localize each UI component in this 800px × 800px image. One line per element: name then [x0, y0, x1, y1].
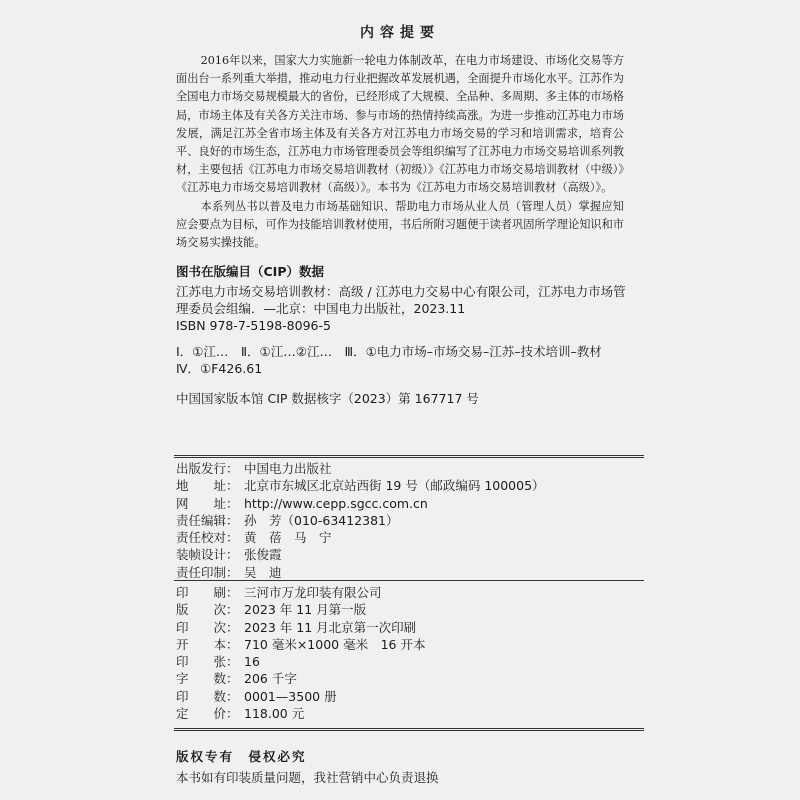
divider-middle [174, 580, 644, 581]
divider-top [174, 455, 644, 458]
row-label: 开 本： [176, 636, 239, 652]
rights-reserved: 版权专有 侵权必究 [176, 749, 307, 764]
row-value: 黄 蓓 马 宁 [244, 530, 332, 546]
print-row [176, 601, 646, 618]
row-value: 16 [244, 654, 260, 670]
publisher-row [176, 529, 646, 546]
publisher-row [176, 512, 646, 529]
publisher-info [176, 460, 646, 581]
summary-text [176, 52, 624, 252]
summary-paragraph-2: 本系列丛书以普及电力市场基础知识、帮助电力市场从业人员（管理人员）掌握应知应会要点为目标，可作为技能培训教材使用，书后所附习题便于读者巩固所学理论知识和市场交易实操技能。 [176, 199, 624, 250]
print-row [176, 705, 646, 722]
row-value: 0001—3500 册 [244, 688, 337, 704]
row-label: 字 数： [176, 671, 239, 687]
row-label: 网 址： [176, 495, 239, 511]
publisher-row [176, 564, 646, 581]
row-value: 三河市万龙印装有限公司 [244, 585, 382, 600]
quality-notice: 本书如有印装质量问题，我社营销中心负责退换 [176, 770, 439, 785]
row-value: http://www.cepp.sgcc.com.cn [244, 495, 428, 511]
row-label: 责任编辑： [176, 512, 239, 528]
row-label: 地 址： [176, 478, 239, 494]
cip-heading: 图书在版编目（CIP）数据 [176, 264, 324, 279]
row-value: 710 毫米×1000 毫米 16 开本 [244, 636, 426, 652]
cip-check-number: 中国国家版本馆 CIP 数据核字（2023）第 167717 号 [176, 390, 479, 406]
row-value: 张俊霞 [244, 547, 282, 563]
publisher-row [176, 495, 646, 512]
divider-bottom [174, 728, 644, 731]
row-label: 印 张： [176, 654, 239, 670]
cip-isbn: ISBN 978-7-5198-8096-5 [176, 317, 331, 333]
row-label: 责任印制： [176, 564, 239, 580]
row-value: 北京市东城区北京站西街 19 号（邮政编码 100005） [244, 478, 545, 494]
print-row [176, 670, 646, 687]
cip-record: 江苏电力市场交易培训教材：高级 / 江苏电力交易中心有限公司，江苏电力市场管理委员会组编．—北京：中国电力出版社，2023.11 [176, 284, 626, 316]
publisher-row [176, 460, 646, 477]
row-value: 118.00 元 [244, 706, 305, 722]
cip-classification: Ⅰ．①江… Ⅱ．①江…②江… Ⅲ．①电力市场–市场交易–江苏–技术培训–教材 Ⅳ．①F426.61 [176, 344, 615, 377]
print-row [176, 636, 646, 653]
print-info [176, 584, 646, 722]
row-value: 206 千字 [244, 671, 297, 687]
row-label: 印 次： [176, 619, 239, 635]
row-value: 吴 迪 [244, 564, 282, 580]
row-label: 责任校对： [176, 530, 239, 546]
summary-title: 内容提要 [360, 25, 440, 41]
print-row [176, 584, 646, 601]
publisher-row [176, 477, 646, 494]
row-value: 中国电力出版社 [244, 461, 332, 476]
print-row [176, 653, 646, 670]
row-label: 定 价： [176, 706, 239, 722]
row-value: 2023 年 11 月北京第一次印刷 [244, 619, 417, 635]
print-row [176, 688, 646, 705]
row-label: 印 数： [176, 688, 239, 704]
summary-paragraph-1: 2016年以来，国家大力实施新一轮电力体制改革，在电力市场建设、市场化交易等方面出台一系列重大举措，推动电力行业把握改革发展机遇，全面提升市场化水平。江苏作为全国电力市场交易规模最大的省份，已经形成了大规模、全品种、多周期、多主体的市场格局，市场主体及有关各方关注市场、参与市场的热情持续高涨。为进一步推动江苏电力市场发展，满足江苏全省市场主体及有关各方对江苏电力市场交易的学习和培训需求，培育公平、良好的市场生态，江苏电力市场管理委员会等组织编写了江苏电力市场交易培训系列教材，主要包括《江苏电力市场交易培训教材（初级）》《江苏电力市场交易培训教材（中级）》《江苏电力市场交易培训教材（高级）》。本书为《江苏电力市场交易培训教材（高级）》。 [176, 54, 624, 195]
row-value: 2023 年 11 月第一版 [244, 602, 367, 618]
row-label: 装帧设计： [176, 547, 239, 563]
row-value: 孙 芳（010-63412381） [244, 512, 399, 528]
print-row [176, 619, 646, 636]
row-label: 版 次： [176, 602, 239, 618]
row-label: 印 刷： [176, 585, 239, 600]
cip-block [176, 284, 638, 408]
row-label: 出版发行： [176, 461, 239, 476]
publisher-row [176, 546, 646, 563]
